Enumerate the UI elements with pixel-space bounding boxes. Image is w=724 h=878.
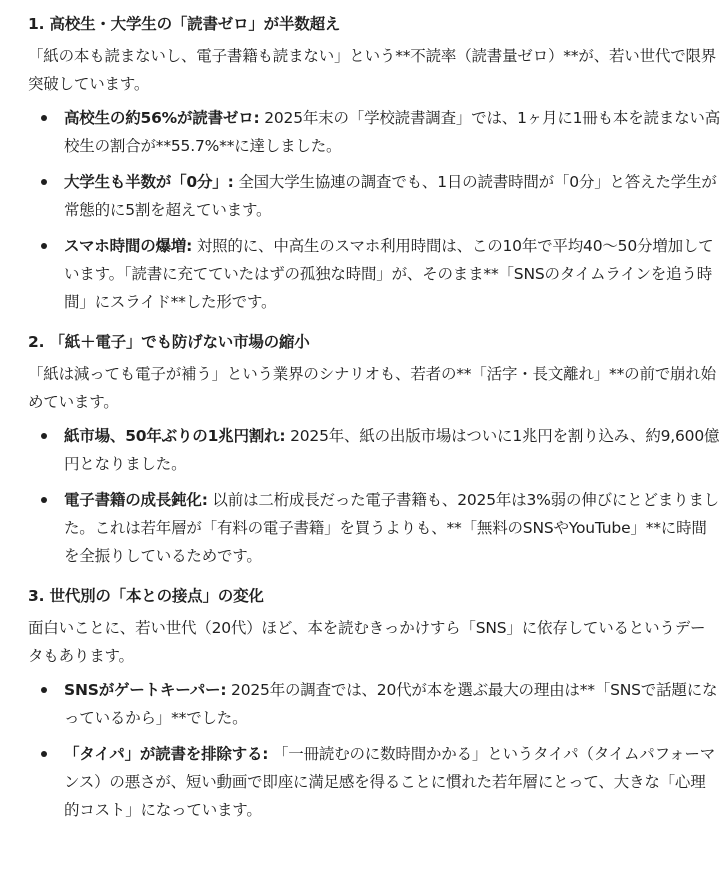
section-heading: 2. 「紙＋電子」でも防げない市場の縮小 xyxy=(28,333,310,351)
section-intro: 「紙の本も読まないし、電子書籍も読まない」という**不読率（読書量ゼロ）**が、若い世代で限界突破しています。 xyxy=(28,47,717,93)
bullet-list xyxy=(28,104,720,316)
bullet-dot-icon xyxy=(41,497,47,503)
bullet-text: 2025年、紙の出版市場はついに1兆円を割り込み、約9,600億円となりました。 xyxy=(64,427,720,473)
bullet-lead: 紙市場、50年ぶりの1兆円割れ: xyxy=(64,427,286,445)
section-intro: 「紙は減っても電子が補う」という業界のシナリオも、若者の**「活字・長文離れ」**の前で崩れ始めています。 xyxy=(28,365,716,411)
bullet-lead: 高校生の約56%が読書ゼロ: xyxy=(64,109,260,127)
bullet-dot-icon xyxy=(41,179,47,185)
bullet-list xyxy=(28,422,720,570)
section-heading: 3. 世代別の「本との接点」の変化 xyxy=(28,587,264,605)
section-1 xyxy=(28,12,720,316)
list-item xyxy=(28,232,720,316)
section-2 xyxy=(28,330,720,570)
list-item xyxy=(28,168,720,224)
bullet-lead: 電子書籍の成長鈍化: xyxy=(64,491,208,509)
bullet-text: 以前は二桁成長だった電子書籍も、2025年は3%弱の伸びにとどまりました。これは若年層が「有料の電子書籍」を買うよりも、**「無料のSNSやYouTube」**に時間を全振りしているためです。 xyxy=(64,491,719,565)
bullet-list xyxy=(28,676,720,824)
bullet-lead: スマホ時間の爆増: xyxy=(64,237,193,255)
list-item xyxy=(28,104,720,160)
bullet-text: 対照的に、中高生のスマホ利用時間は、この10年で平均40〜50分増加しています。「読書に充てていたはずの孤独な時間」が、そのまま**「SNSのタイムラインを追う時間」にスライド**した形です。 xyxy=(64,237,714,311)
list-item xyxy=(28,676,720,732)
bullet-lead: 大学生も半数が「0分」: xyxy=(64,173,234,191)
bullet-dot-icon xyxy=(41,687,47,693)
section-3 xyxy=(28,584,720,824)
section-intro: 面白いことに、若い世代（20代）ほど、本を読むきっかけすら「SNS」に依存しているというデータもあります。 xyxy=(28,619,706,665)
list-item xyxy=(28,740,720,824)
bullet-text: 2025年末の「学校読書調査」では、1ヶ月に1冊も本を読まない高校生の割合が**55.7%**に達しました。 xyxy=(64,109,720,155)
list-item xyxy=(28,486,720,570)
bullet-lead: SNSがゲートキーパー: xyxy=(64,681,227,699)
article-content xyxy=(28,12,720,838)
bullet-text: 全国大学生協連の調査でも、1日の読書時間が「0分」と答えた学生が常態的に5割を超えています。 xyxy=(64,173,717,219)
section-heading: 1. 高校生・大学生の「読書ゼロ」が半数超え xyxy=(28,15,341,33)
bullet-dot-icon xyxy=(41,433,47,439)
bullet-dot-icon xyxy=(41,115,47,121)
bullet-lead: 「タイパ」が読書を排除する: xyxy=(64,745,269,763)
bullet-dot-icon xyxy=(41,751,47,757)
bullet-text: 「一冊読むのに数時間かかる」というタイパ（タイムパフォーマンス）の悪さが、短い動画で即座に満足感を得ることに慣れた若年層にとって、大きな「心理的コスト」になっています。 xyxy=(64,745,716,819)
bullet-text: 2025年の調査では、20代が本を選ぶ最大の理由は**「SNSで話題になっているから」**でした。 xyxy=(64,681,718,727)
list-item xyxy=(28,422,720,478)
bullet-dot-icon xyxy=(41,243,47,249)
